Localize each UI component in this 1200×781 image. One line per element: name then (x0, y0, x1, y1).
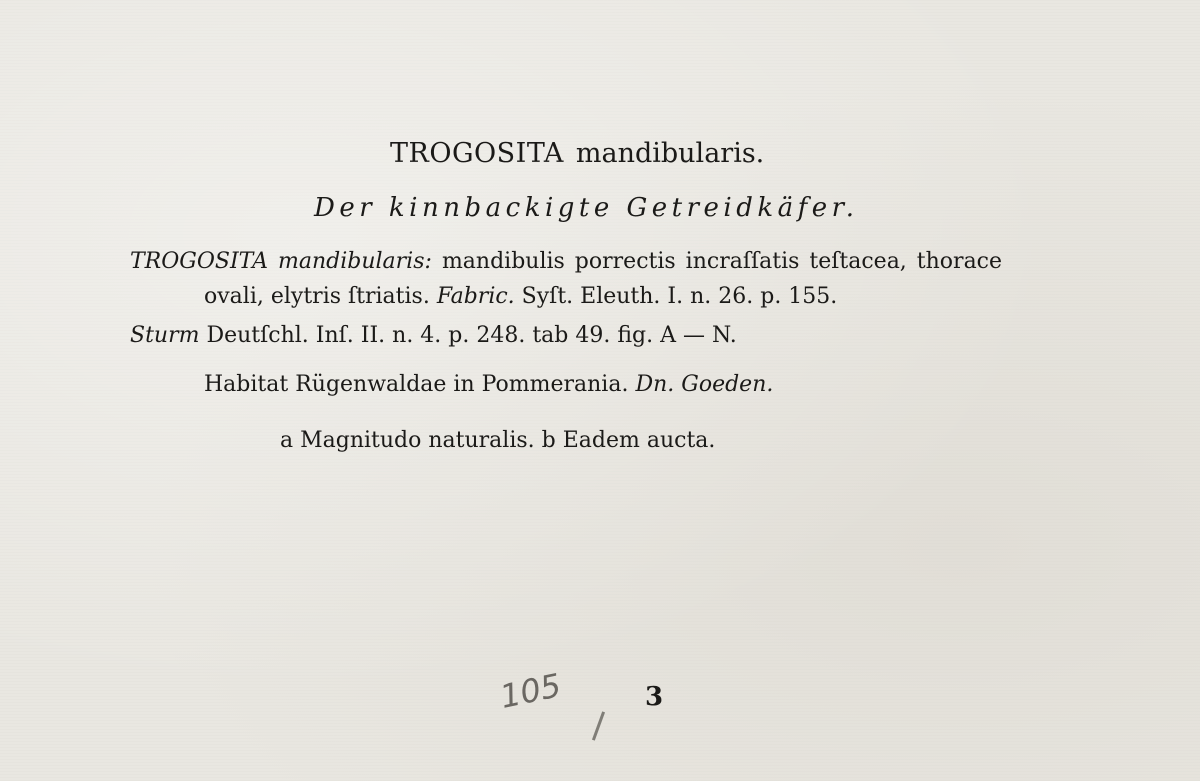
description-line-3 (130, 325, 737, 347)
reference-author-sturm: Sturm (130, 323, 200, 348)
habitat-collector: Dn. Goeden. (635, 372, 774, 397)
reference-fabric: Syſt. Eleuth. I. n. 26. p. 155. (521, 284, 838, 309)
show-through-text (420, 455, 620, 495)
reference-author-fabric: Fabric. (436, 284, 515, 309)
page-title (390, 140, 764, 167)
title-genus: TROGOSITA (390, 138, 564, 169)
page-number: 3 (645, 682, 664, 712)
magnitude-line: a Magnitudo naturalis. b Eadem aucta. (280, 428, 716, 453)
description-species-name: TROGOSITA mandibularis: (130, 249, 432, 274)
page-subtitle: Der kinnbackigte Getreidkäfer. (314, 193, 859, 223)
description-line-1 (130, 251, 1002, 273)
pencil-stroke (592, 711, 605, 740)
habitat-line (204, 374, 773, 396)
description-line-2 (204, 286, 837, 308)
pencil-annotation: 105 (496, 666, 565, 716)
reference-sturm: Deutſchl. Inſ. II. n. 4. p. 248. tab 49. fig. A — N. (206, 323, 737, 348)
description-text-1: mandibulis porrectis incraſſatis teſtacea, thorace (441, 249, 1003, 274)
habitat-text: Habitat Rügenwaldae in Pommerania. (204, 372, 629, 397)
description-text-2: ovali, elytris ſtriatis. (204, 284, 430, 309)
title-species: mandibularis. (575, 138, 765, 169)
